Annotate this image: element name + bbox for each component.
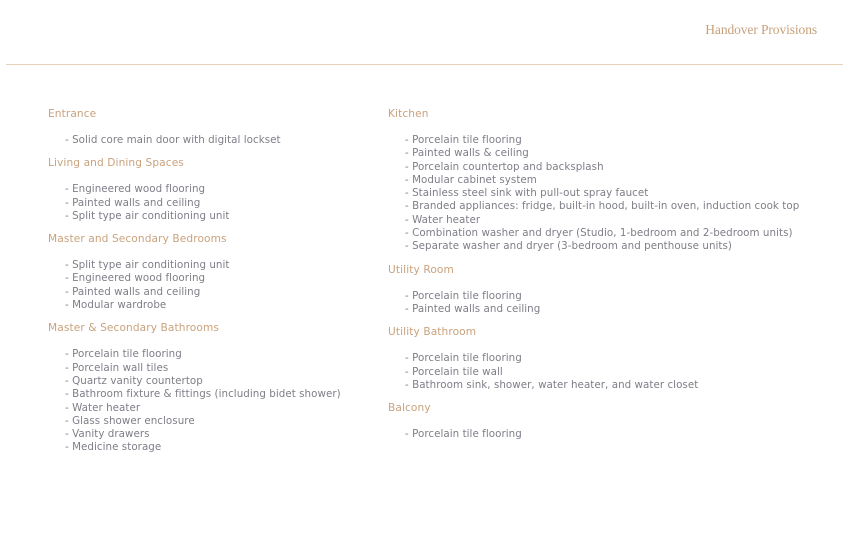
section-balcony bbox=[388, 402, 838, 441]
provision-list bbox=[48, 348, 378, 454]
list-item: - Stainless steel sink with pull-out spray faucet bbox=[405, 187, 649, 200]
list-item: - Porcelain wall tiles bbox=[65, 361, 169, 374]
list-item: - Porcelain tile wall bbox=[405, 365, 503, 378]
provision-list bbox=[388, 352, 838, 392]
list-item: - Painted walls & ceiling bbox=[405, 147, 529, 160]
section-heading: Utility Room bbox=[388, 263, 454, 276]
section-heading: Balcony bbox=[388, 402, 431, 415]
list-item: - Porcelain tile flooring bbox=[405, 352, 522, 365]
section-entrance bbox=[48, 108, 378, 147]
list-item: - Solid core main door with digital lockset bbox=[65, 134, 281, 146]
section-kitchen bbox=[388, 108, 838, 254]
page-title: Handover Provisions bbox=[705, 22, 817, 37]
list-item: - Vanity drawers bbox=[65, 428, 150, 441]
section-heading: Master & Secondary Bathrooms bbox=[48, 322, 219, 335]
section-heading: Kitchen bbox=[388, 108, 429, 120]
section-heading: Master and Secondary Bedrooms bbox=[48, 233, 227, 246]
list-item: - Porcelain tile flooring bbox=[65, 348, 182, 361]
list-item: - Split type air conditioning unit bbox=[65, 259, 230, 272]
section-heading: Living and Dining Spaces bbox=[48, 157, 184, 170]
list-item: - Bathroom sink, shower, water heater, and water closet bbox=[405, 378, 699, 391]
section-master-secondary-bathrooms bbox=[48, 322, 378, 454]
list-item: - Bathroom fixture & fittings (including bidet shower) bbox=[65, 388, 341, 401]
section-utility-bathroom bbox=[388, 326, 838, 392]
list-item: - Engineered wood flooring bbox=[65, 183, 206, 196]
list-item: - Medicine storage bbox=[65, 441, 162, 454]
list-item: - Split type air conditioning unit bbox=[65, 209, 230, 222]
list-item: - Painted walls and ceiling bbox=[405, 302, 541, 315]
provision-list bbox=[388, 134, 838, 254]
section-heading: Entrance bbox=[48, 108, 97, 120]
list-item: - Engineered wood flooring bbox=[65, 272, 206, 285]
list-item: - Painted walls and ceiling bbox=[65, 285, 201, 298]
provision-list bbox=[388, 290, 838, 317]
list-item: - Painted walls and ceiling bbox=[65, 196, 201, 209]
section-living-and-dining-spaces bbox=[48, 157, 378, 223]
list-item: - Porcelain tile flooring bbox=[405, 428, 522, 441]
list-item: - Quartz vanity countertop bbox=[65, 374, 203, 387]
right-column bbox=[388, 108, 838, 451]
list-item: - Glass shower enclosure bbox=[65, 414, 195, 427]
section-master-and-secondary-bedrooms bbox=[48, 233, 378, 312]
list-item: - Separate washer and dryer (3-bedroom and penthouse units) bbox=[405, 240, 732, 253]
provision-list bbox=[388, 428, 838, 441]
list-item: - Modular cabinet system bbox=[405, 173, 537, 186]
left-column bbox=[48, 108, 378, 465]
list-item: - Porcelain tile flooring bbox=[405, 289, 522, 302]
list-item: - Water heater bbox=[405, 213, 481, 226]
provision-list bbox=[48, 183, 378, 223]
list-item: - Porcelain tile flooring bbox=[405, 134, 522, 146]
list-item: - Water heater bbox=[65, 401, 141, 414]
section-utility-room bbox=[388, 264, 838, 317]
header-divider bbox=[6, 64, 843, 65]
provision-list bbox=[48, 259, 378, 312]
list-item: - Porcelain countertop and backsplash bbox=[405, 160, 604, 173]
provision-list bbox=[48, 134, 378, 147]
list-item: - Combination washer and dryer (Studio, 1-bedroom and 2-bedroom units) bbox=[405, 227, 793, 240]
list-item: - Modular wardrobe bbox=[65, 299, 167, 312]
list-item: - Branded appliances: fridge, built-in hood, built-in oven, induction cook top bbox=[405, 200, 800, 213]
section-heading: Utility Bathroom bbox=[388, 326, 477, 339]
